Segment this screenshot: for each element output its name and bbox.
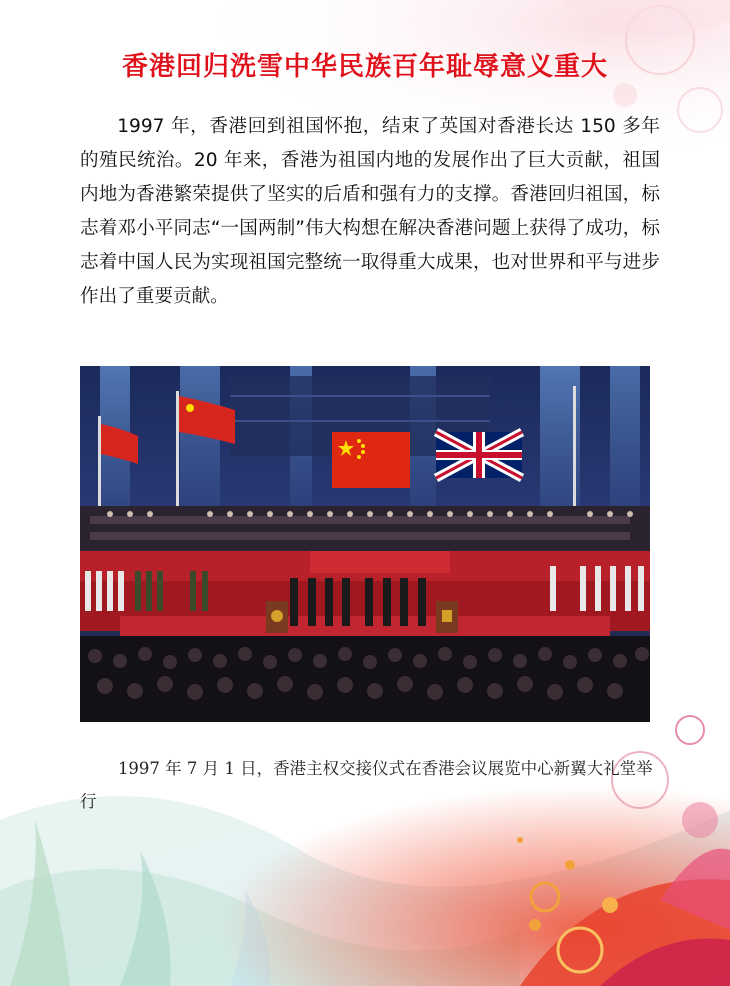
article-title: 香港回归洗雪中华民族百年耻辱意义重大 [121, 52, 608, 82]
handover-ceremony-photo [80, 366, 650, 722]
photo-caption: 1997 年 7 月 1 日，香港主权交接仪式在香港会议展览中心新翼大礼堂举行 [80, 759, 653, 811]
bottom-decoration [0, 700, 730, 986]
article-body: 1997 年，香港回到祖国怀抱，结束了英国对香港长达 150 多年的殖民统治。20 年来，香港为祖国内地的发展作出了巨大贡献，祖国内地为香港繁荣提供了坚实的后盾和强有力的支撑。香港回归祖国，标志着邓小平同志“一国两制”伟大构想在解决香港问题上获得了成功，标志着中国人民为实现祖国完整统一取得重大成果，也对世界和平与进步作出了重要贡献。 [80, 116, 660, 307]
